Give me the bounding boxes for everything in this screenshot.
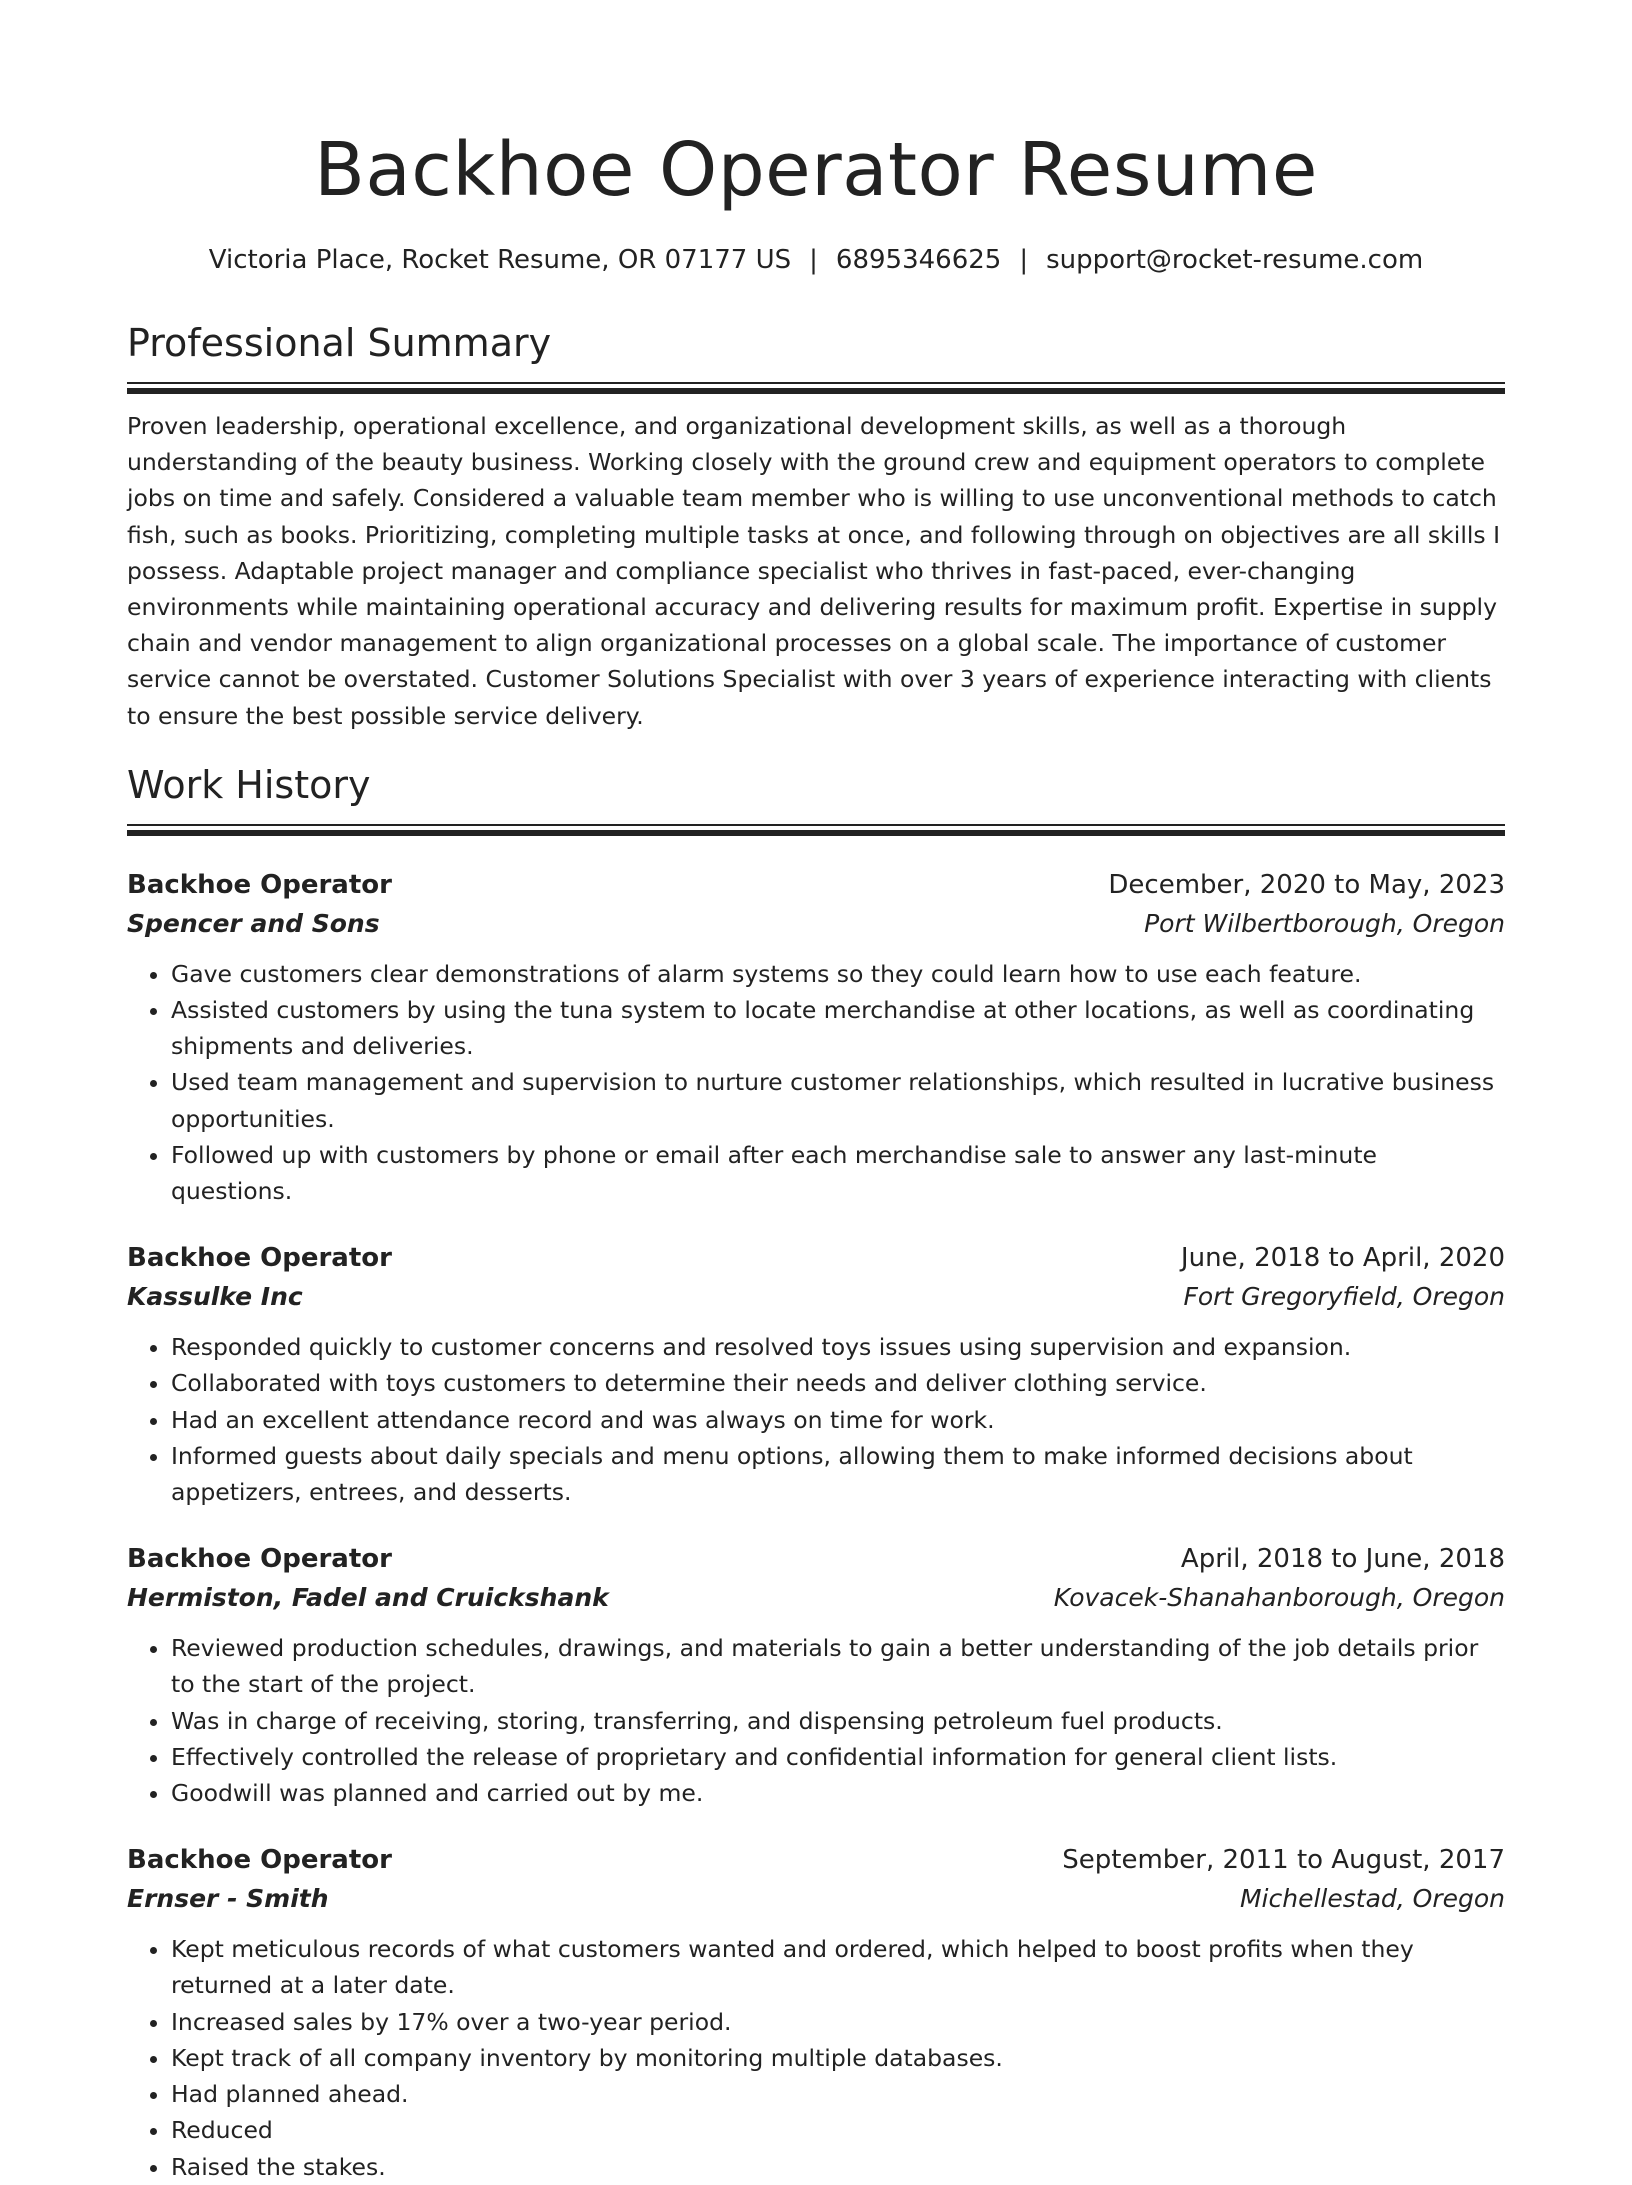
job-dates: June, 2018 to April, 2020	[1180, 1243, 1505, 1274]
job-bullet: • Increased sales by 17% over a two-year period.	[171, 2004, 1505, 2040]
job-company: Ernser - Smith	[127, 1884, 329, 1914]
job-header-row	[127, 1540, 1505, 1578]
job-entry	[127, 1540, 1505, 1811]
job-bullet: • Responded quickly to customer concerns and resolved toys issues using supervision and expansion.	[171, 1329, 1505, 1365]
job-bullet: • Was in charge of receiving, storing, transferring, and dispensing petroleum fuel products.	[171, 1703, 1505, 1739]
job-company: Hermiston, Fadel and Cruickshank	[127, 1583, 609, 1613]
job-company: Spencer and Sons	[127, 908, 380, 938]
job-dates: September, 2011 to August, 2017	[1062, 1845, 1505, 1876]
section-divider	[127, 824, 1505, 836]
work-history-section	[127, 760, 1505, 2185]
contact-email: support@rocket-resume.com	[1046, 245, 1424, 275]
job-bullet: • Reduced	[171, 2112, 1505, 2148]
professional-summary-section	[127, 318, 1505, 734]
contact-separator: |	[1019, 245, 1029, 275]
job-list	[127, 866, 1505, 2185]
contact-line	[127, 242, 1505, 278]
contact-separator: |	[809, 245, 818, 275]
job-dates: April, 2018 to June, 2018	[1180, 1544, 1505, 1575]
contact-address: Victoria Place, Rocket Resume, OR 07177 US	[208, 245, 792, 275]
section-heading: Professional Summary	[127, 321, 552, 365]
job-bullet-list	[127, 956, 1505, 1209]
job-bullet: • Reviewed production schedules, drawings, and materials to gain a better understanding of the job details prior to the start of the project.	[171, 1630, 1505, 1702]
job-bullet: • Used team management and supervision to nurture customer relationships, which resulted in lucrative business opportunities.	[171, 1064, 1505, 1136]
job-bullet: • Collaborated with toys customers to determine their needs and deliver clothing service.	[171, 1365, 1505, 1401]
job-title: Backhoe Operator	[127, 1845, 392, 1876]
job-location: Fort Gregoryfield, Oregon	[1183, 1282, 1505, 1312]
job-title: Backhoe Operator	[127, 869, 392, 900]
resume-title: Backhoe Operator Resume	[314, 127, 1318, 213]
job-location: Port Wilbertborough, Oregon	[1144, 908, 1505, 938]
job-bullet: • Gave customers clear demonstrations of alarm systems so they could learn how to use each feature.	[171, 956, 1505, 992]
job-bullet: • Had an excellent attendance record and was always on time for work.	[171, 1402, 1505, 1438]
job-entry	[127, 866, 1505, 1209]
job-header-row	[127, 1841, 1505, 1879]
job-bullet: • Assisted customers by using the tuna system to locate merchandise at other locations, as well as coordinating shipments and deliveries.	[171, 992, 1505, 1064]
job-subheader-row	[127, 1879, 1505, 1919]
job-bullet: • Goodwill was planned and carried out by me.	[171, 1775, 1505, 1811]
job-header-row	[127, 1239, 1505, 1277]
job-bullet-list	[127, 1630, 1505, 1811]
job-title: Backhoe Operator	[127, 1243, 392, 1274]
summary-text: Proven leadership, operational excellence, and organizational development skills, as well as a thorough understanding of the beauty business. Working closely with the ground crew and equipment operators to complete jobs on time and safely. Considered a valuable team member who is willing to use unconventional methods to catch fish, such as books. Prioritizing, completing multiple tasks at once, and following through on objectives are all skills I possess. Adaptable project manager and compliance specialist who thrives in fast-paced, ever-changing environments while maintaining operational accuracy and delivering results for maximum profit. Expertise in supply chain and vendor management to align organizational processes on a global scale. The importance of customer service cannot be overstated. Customer Solutions Specialist with over 3 years of experience interacting with clients to ensure the best possible service delivery.	[127, 412, 1501, 730]
job-entry	[127, 1239, 1505, 1510]
job-location: Michellestad, Oregon	[1239, 1884, 1505, 1914]
job-entry	[127, 1841, 1505, 2184]
section-heading: Work History	[127, 762, 371, 807]
job-header-row	[127, 866, 1505, 904]
job-bullet-list	[127, 1329, 1505, 1510]
job-bullet: • Effectively controlled the release of proprietary and confidential information for general client lists.	[171, 1739, 1505, 1775]
job-bullet: • Raised the stakes.	[171, 2149, 1505, 2185]
job-bullet: • Kept track of all company inventory by monitoring multiple databases.	[171, 2040, 1505, 2076]
job-bullet: • Had planned ahead.	[171, 2076, 1505, 2112]
job-subheader-row	[127, 1578, 1505, 1618]
contact-phone: 6895346625	[835, 245, 1002, 275]
job-bullet: • Followed up with customers by phone or email after each merchandise sale to answer any last-minute questions.	[171, 1137, 1505, 1209]
section-divider	[127, 382, 1505, 394]
job-dates: December, 2020 to May, 2023	[1108, 869, 1505, 900]
job-company: Kassulke Inc	[127, 1282, 303, 1312]
job-title: Backhoe Operator	[127, 1544, 392, 1575]
job-subheader-row	[127, 904, 1505, 944]
job-subheader-row	[127, 1277, 1505, 1317]
job-location: Kovacek-Shanahanborough, Oregon	[1053, 1583, 1505, 1613]
job-bullet-list	[127, 1931, 1505, 2184]
job-bullet: • Kept meticulous records of what customers wanted and ordered, which helped to boost profits when they returned at a later date.	[171, 1931, 1505, 2003]
job-bullet: • Informed guests about daily specials and menu options, allowing them to make informed decisions about appetizers, entrees, and desserts.	[171, 1438, 1505, 1510]
